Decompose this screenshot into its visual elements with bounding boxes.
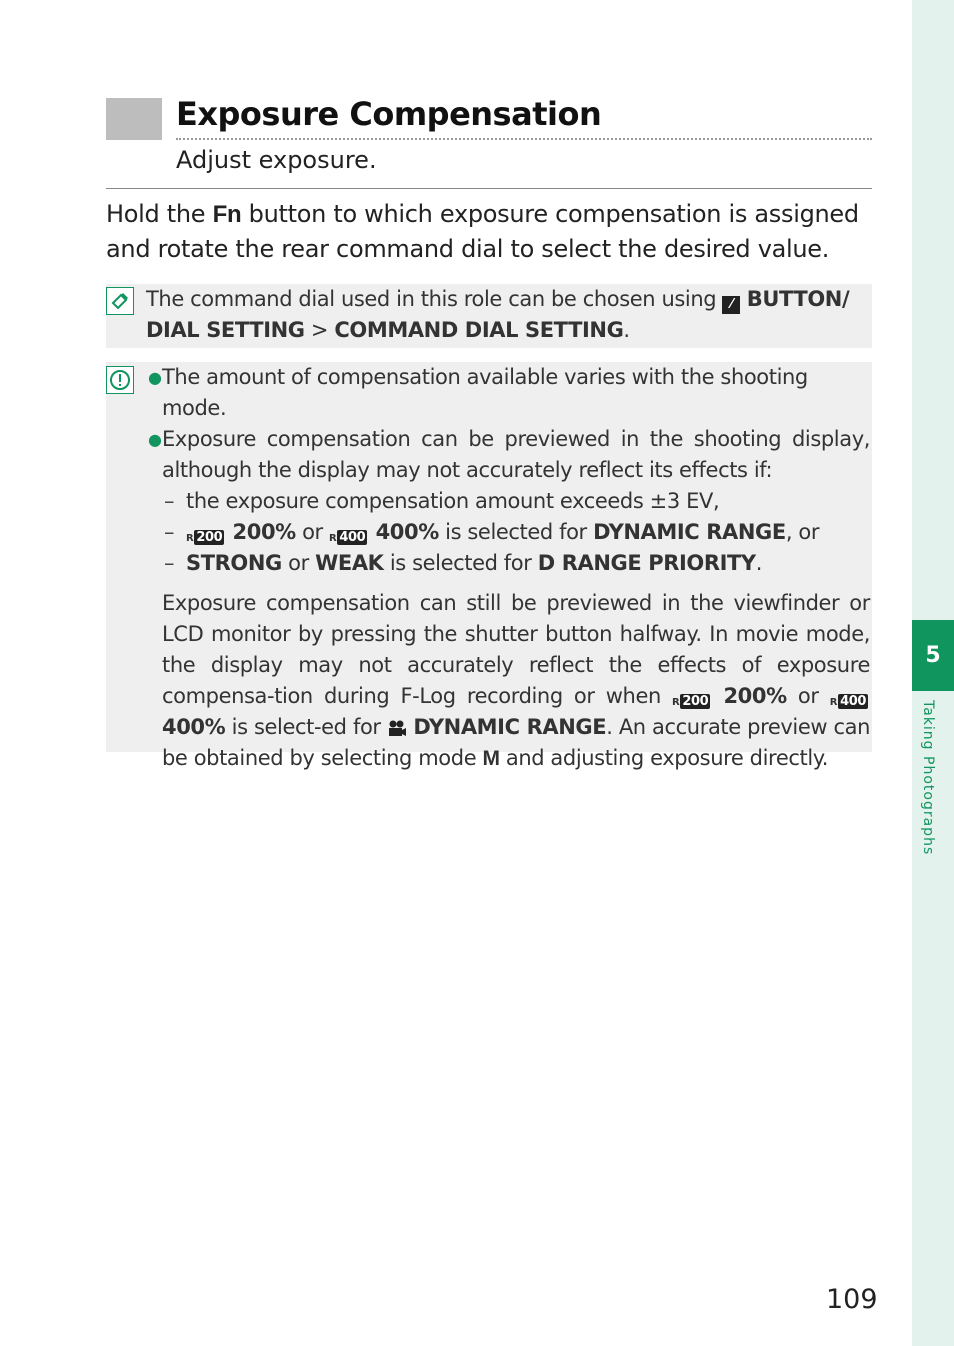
para-text: Exposure compensation can still be previewed in the viewfinder or LCD monitor by pressing the shutter button halfway. In movie mode, the display may not accurately reflect the effects of exposure compensa-tion during F-Log recording or when <box>162 591 870 708</box>
dash-text: is selected for <box>383 551 538 575</box>
or-text: or <box>295 520 330 544</box>
list-item <box>146 362 870 424</box>
note-text-part: The command dial used in this role can be chosen using <box>146 287 723 311</box>
para-text: . An accurate preview can be obtained by selecting mode <box>162 715 870 770</box>
heading-divider <box>176 138 872 140</box>
caution-list <box>146 362 870 774</box>
page-title: Exposure Compensation <box>176 95 602 133</box>
dr200-icon <box>186 528 226 547</box>
sub-list-item <box>146 486 870 517</box>
note-end: . <box>623 318 630 342</box>
badge-r: R <box>329 533 337 544</box>
section-divider <box>106 188 872 189</box>
note-pencil-icon <box>106 287 134 315</box>
para-text: and adjusting exposure directly. <box>499 746 829 770</box>
menu-path-1: BUTTON/ DIAL SETTING <box>146 287 850 342</box>
menu-path-2: COMMAND DIAL SETTING <box>334 318 624 342</box>
badge-r: R <box>186 533 194 544</box>
value-200: 200% <box>232 520 296 544</box>
menu-separator: > <box>304 318 335 342</box>
movie-camera-icon <box>387 719 407 737</box>
sub-list-item <box>146 517 870 548</box>
para-text: is select-ed for <box>225 715 387 739</box>
dash-end: , or <box>785 520 820 544</box>
badge-r: R <box>829 697 838 708</box>
intro-paragraph <box>106 197 876 267</box>
note-text <box>146 284 870 346</box>
or-text: or <box>786 684 830 708</box>
setting-name: D RANGE PRIORITY <box>537 551 756 575</box>
setting-name: DYNAMIC RANGE <box>593 520 786 544</box>
dash-marker: – <box>164 520 175 544</box>
bullet-text: Exposure compensation can be previewed in the shooting display, although the display may not accurately reflect its effects if: <box>162 427 870 482</box>
option-weak: WEAK <box>315 551 384 575</box>
dash-text: the exposure compensation amount exceeds ±3 EV, <box>186 489 720 513</box>
dr200-icon <box>672 692 712 711</box>
list-item <box>146 424 870 486</box>
chapter-number: 5 <box>925 643 941 668</box>
heading-marker <box>106 98 162 140</box>
dash-marker: – <box>164 551 175 575</box>
value-400: 400% <box>162 715 226 739</box>
intro-text-cont: button to which exposure compensation is assigned and rotate the rear command dial to select the desired value. <box>106 200 859 263</box>
dash-marker: – <box>164 489 175 513</box>
mode-m-label: M <box>482 747 500 770</box>
badge-r: R <box>672 697 680 708</box>
bullet-icon: ● <box>148 430 162 449</box>
bullet-icon: ● <box>148 368 162 387</box>
bullet-text: The amount of compensation available varies with the shooting mode. <box>162 365 808 420</box>
badge-number: 200 <box>682 694 709 709</box>
intro-text: Hold the <box>106 200 213 228</box>
caution-paragraph <box>146 588 870 774</box>
sub-list-item <box>146 548 870 579</box>
chapter-label: Taking Photographs <box>920 700 936 856</box>
chapter-tab[interactable] <box>912 620 954 691</box>
fn-button-label: Fn <box>212 201 242 228</box>
value-200: 200% <box>723 684 787 708</box>
dr400-icon <box>830 692 870 711</box>
badge-number: 400 <box>339 530 366 545</box>
function-icon: ⁄ <box>722 296 740 314</box>
or-text: or <box>281 551 316 575</box>
option-strong: STRONG <box>186 551 282 575</box>
page-subtitle: Adjust exposure. <box>176 146 377 174</box>
dash-end: . <box>755 551 763 575</box>
badge-number: 200 <box>196 530 223 545</box>
dr400-icon <box>329 528 369 547</box>
caution-exclamation-icon <box>106 366 134 394</box>
page-number: 109 <box>826 1284 878 1315</box>
value-400: 400% <box>375 520 439 544</box>
dash-text: is selected for <box>438 520 594 544</box>
setting-name: DYNAMIC RANGE <box>413 715 607 739</box>
badge-number: 400 <box>840 694 866 709</box>
